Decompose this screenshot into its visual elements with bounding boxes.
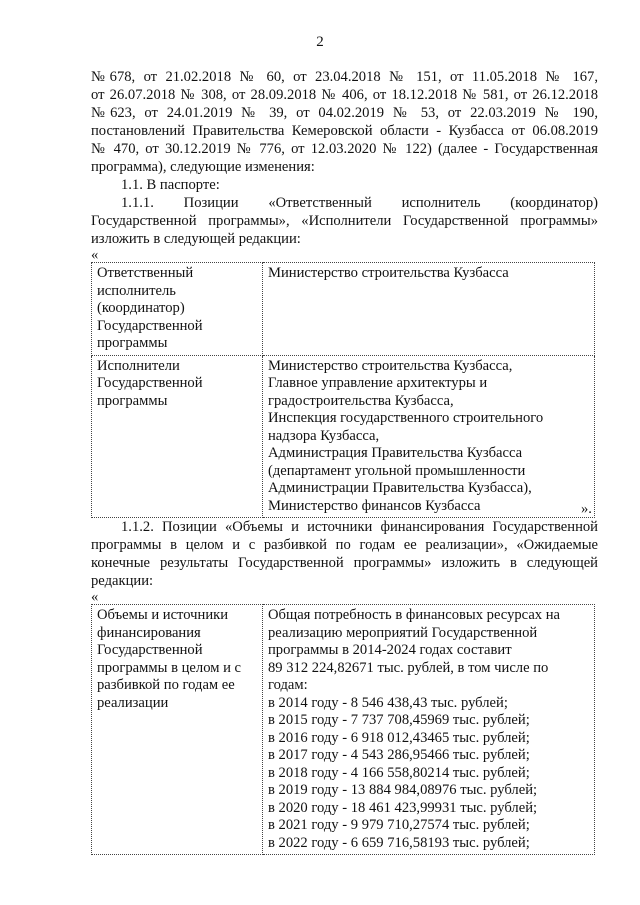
item-1-1-1-line: Государственной программы», «Исполнители Государственной программы» — [91, 213, 598, 229]
open-quote: « — [91, 247, 99, 263]
intro-line: от 26.07.2018 № 308, от 28.09.2018 № 406, от 18.12.2018 № 581, от 26.12.2018 — [91, 87, 598, 103]
item-1-1-2-line: редакции: — [91, 573, 154, 589]
intro-line: №623, от 24.01.2019 № 39, от 04.02.2019 № 53, от 22.03.2019 № 190, — [91, 105, 598, 121]
table-cell-value: Министерство строительства Кузбасса — [263, 263, 595, 356]
item-1-1-2-line: программы в целом и с разбивкой по годам ее реализации», «Ожидаемые — [91, 537, 598, 553]
financing-table — [91, 604, 595, 855]
table-row — [92, 263, 595, 356]
table-cell-label: Исполнители Государственной программы — [92, 355, 263, 518]
item-1-1-heading: 1.1. В паспорте: — [121, 177, 220, 193]
item-1-1-1-line: изложить в следующей редакции: — [91, 231, 301, 247]
table-row — [92, 355, 595, 518]
item-1-1-2-line: 1.1.2. Позиции «Объемы и источники финансирования Государственной — [121, 519, 598, 535]
table-row — [92, 605, 595, 855]
item-1-1-1-line: 1.1.1. Позиции «Ответственный исполнитель (координатор) — [121, 195, 598, 211]
item-1-1-2-line: конечные результаты Государственной программы» изложить в следующей — [91, 555, 598, 571]
table-cell-label: Ответственный исполнитель (координатор) Государственной программы — [92, 263, 263, 356]
open-quote: « — [91, 589, 99, 605]
intro-line: № 470, от 30.12.2019 № 776, от 12.03.2020 № 122) (далее - Государственная — [91, 141, 598, 157]
page-number: 2 — [316, 34, 324, 50]
close-quote: ». — [581, 501, 592, 517]
table-cell-label: Объемы и источники финансирования Государственной программы в целом и с разбивкой по годам ее реализации — [92, 605, 263, 855]
intro-line: №678, от 21.02.2018 № 60, от 23.04.2018 № 151, от 11.05.2018 № 167, — [91, 69, 598, 85]
intro-line: программа), следующие изменения: — [91, 159, 315, 175]
intro-line: постановлений Правительства Кемеровской области - Кузбасса от 06.08.2019 — [91, 123, 598, 139]
table-cell-value: Министерство строительства Кузбасса, Главное управление архитектуры и градостроительства Кузбасса, Инспекция государственного строительного надзора Кузбасса, Администрация Правительства Кузбасса (департамент угольной промышленности Администрации Правительства Кузбасса), Министерство финансов Кузбасса — [263, 355, 595, 518]
table-cell-value: Общая потребность в финансовых ресурсах на реализацию мероприятий Государственной программы в 2014-2024 годах составит 89 312 224,82671 тыс. рублей, в том числе по годам: в 2014 году - 8 546 438,43 тыс. рублей; в 2015 году - 7 737 708,45969 тыс. рублей; в 2016 году - 6 918 012,43465 тыс. рублей; в 2017 году - 4 543 286,95466 тыс. рублей; в 2018 году - 4 166 558,80214 тыс. рублей; в 2019 году - 13 884 984,08976 тыс. рублей; в 2020 году - 18 461 423,99931 тыс. рублей; в 2021 году - 9 979 710,27574 тыс. рублей; в 2022 году - 6 659 716,58193 тыс. рублей; — [263, 605, 595, 855]
executors-table — [91, 262, 595, 518]
